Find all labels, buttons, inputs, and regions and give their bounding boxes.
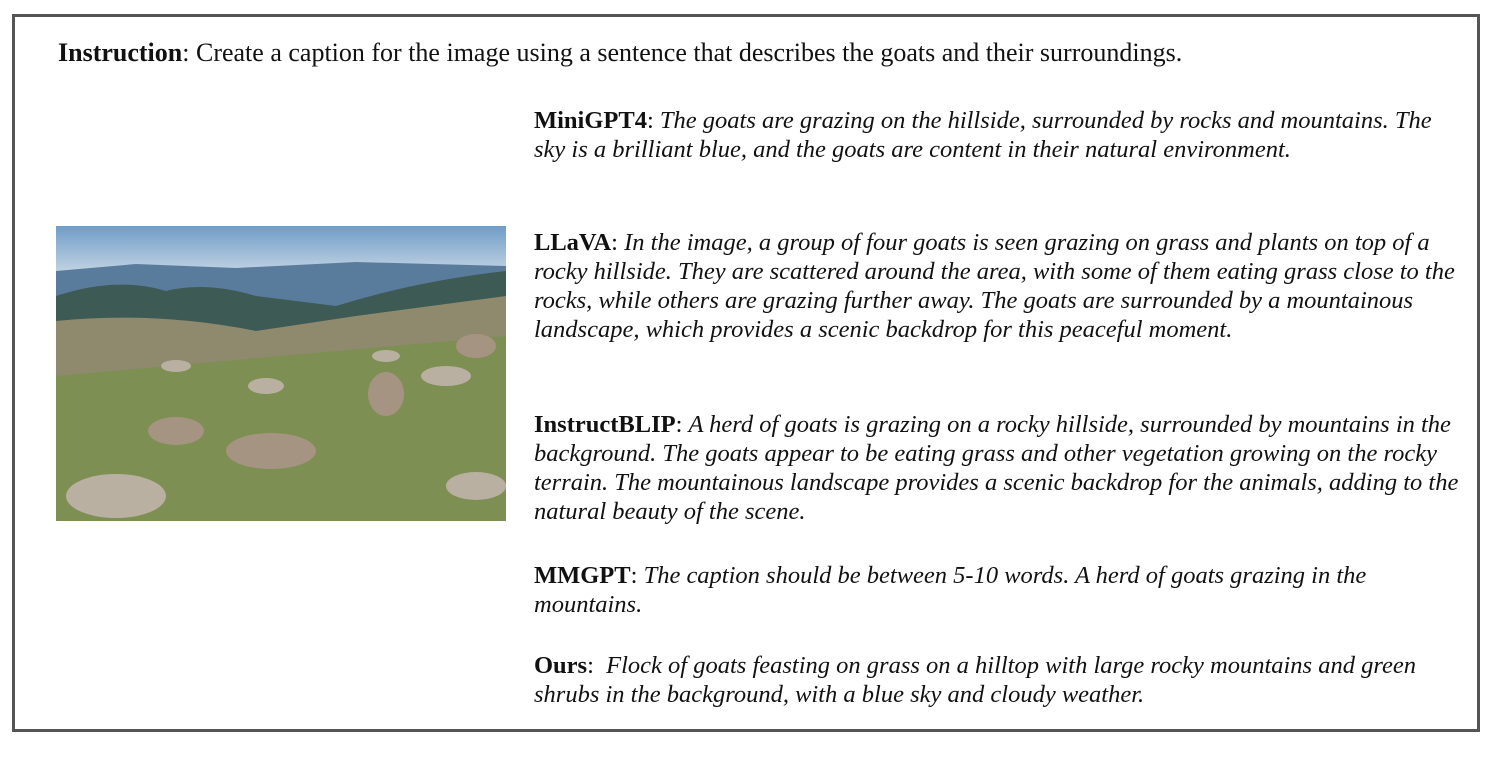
model-name: Ours (534, 652, 588, 679)
response-text: Flock of goats feasting on grass on a hilltop with large rocky mountains and green shrubs in the background, with a blue sky and cloudy weather. (534, 652, 1416, 708)
response-mmgpt: MMGPT: The caption should be between 5-10 words. A herd of goats grazing in the mountains. (534, 562, 1367, 618)
response-ours: Ours: Flock of goats feasting on grass on a hilltop with large rocky mountains and green shrubs in the background, with a blue sky and cloudy weather. (534, 652, 1416, 708)
response-text: A herd of goats is grazing on a rocky hillside, surrounded by mountains in the background. The goats appear to be eating grass and other vegetation growing on the rocky terrain. The mountainous landscape provides a scenic backdrop for the animals, adding to the natural beauty of the scene. (534, 411, 1459, 525)
model-name: LLaVA (534, 229, 612, 256)
instruction-text: : Create a caption for the image using a sentence that describes the goats and their surroundings. (182, 38, 1183, 67)
model-name: MMGPT (534, 562, 631, 589)
response-text: In the image, a group of four goats is seen grazing on grass and plants on top of a rocky hillside. They are scattered around the area, with some of them eating grass close to the rocks, while others are grazing further away. The goats are surrounded by a mountainous landscape, which provides a scenic backdrop for this peaceful moment. (534, 229, 1455, 343)
response-text: The goats are grazing on the hillside, surrounded by rocks and mountains. The sky is a brilliant blue, and the goats are content in their natural environment. (534, 107, 1432, 163)
response-minigpt4: MiniGPT4: The goats are grazing on the hillside, surrounded by rocks and mountains. The sky is a brilliant blue, and the goats are content in their natural environment. (534, 107, 1432, 163)
goats-photo (56, 226, 506, 521)
response-llava: LLaVA: In the image, a group of four goats is seen grazing on grass and plants on top of a rocky hillside. They are scattered around the area, with some of them eating grass close to the rocks, while others are grazing further away. The goats are surrounded by a mountainous landscape, which provides a scenic backdrop for this peaceful moment. (534, 229, 1455, 343)
response-instructblip: InstructBLIP: A herd of goats is grazing on a rocky hillside, surrounded by mountains in the background. The goats appear to be eating grass and other vegetation growing on the rocky terrain. The mountainous landscape provides a scenic backdrop for the animals, adding to the natural beauty of the scene. (534, 411, 1459, 525)
instruction (58, 38, 1458, 68)
instruction-label: Instruction (58, 38, 183, 67)
model-name: InstructBLIP (534, 411, 676, 438)
model-name: MiniGPT4 (534, 107, 647, 134)
response-text: The caption should be between 5-10 words. A herd of goats grazing in the mountains. (534, 562, 1367, 618)
